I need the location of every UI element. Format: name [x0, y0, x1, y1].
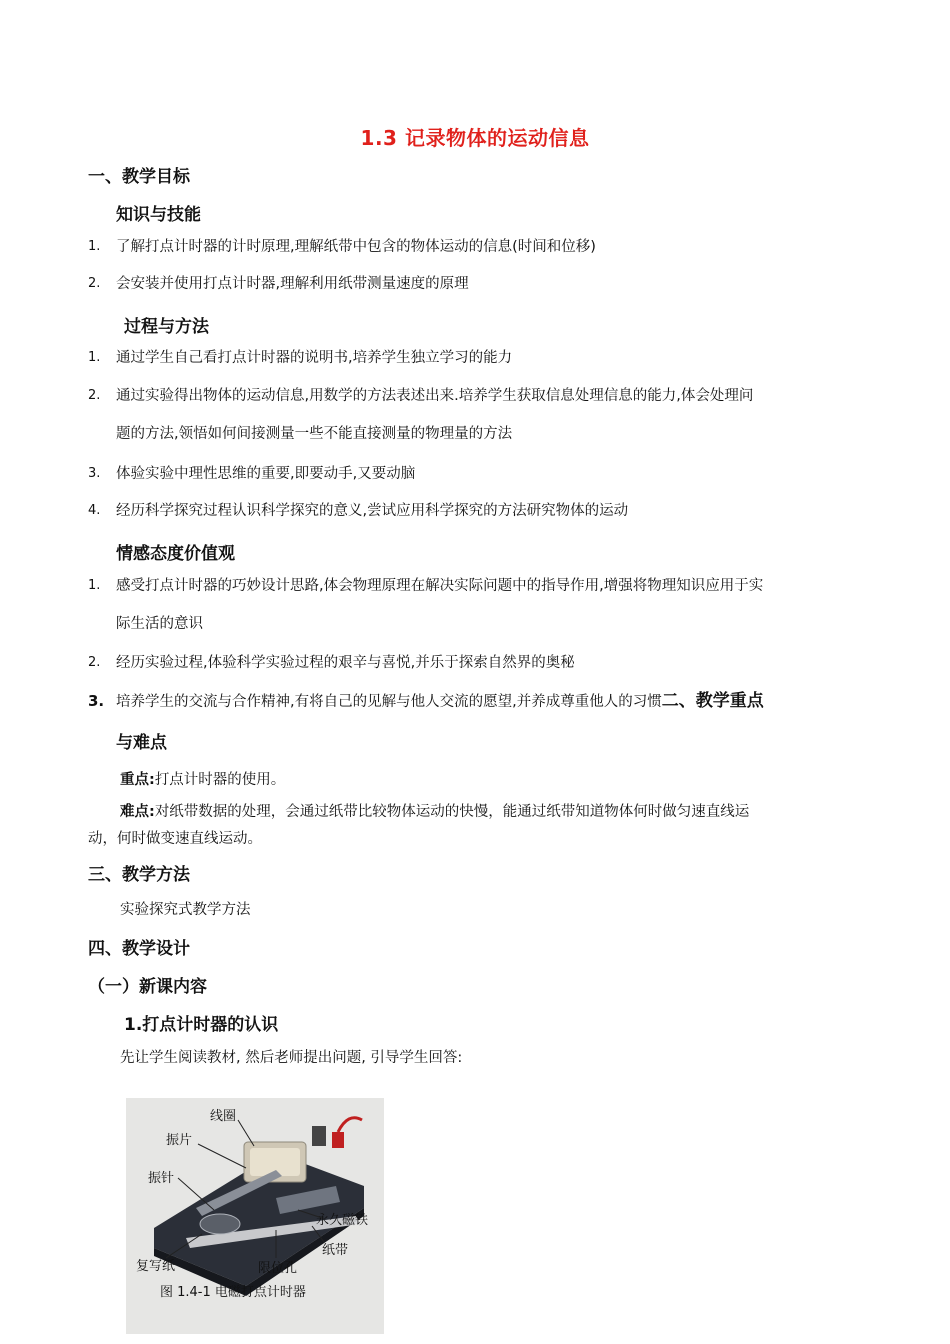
- key-point: [120, 766, 285, 794]
- timer-figure: [126, 1098, 384, 1334]
- label-needle: 振针: [148, 1171, 175, 1186]
- list-text: 会安装并使用打点计时器,理解利用纸带测量速度的原理: [116, 276, 469, 292]
- list-text-continued: 际生活的意识: [116, 616, 203, 632]
- label-carbon: 复写纸: [136, 1259, 176, 1274]
- key-point-text: 打点计时器的使用。: [154, 772, 286, 788]
- section-heading-keypoints-continued: 与难点: [116, 733, 167, 753]
- list-number: 3.: [88, 692, 105, 710]
- list-number: 1.: [88, 350, 101, 365]
- list-text: 经历科学探究过程认识科学探究的意义,尝试应用科学探究的方法研究物体的运动: [116, 503, 629, 519]
- terminal: [332, 1132, 344, 1148]
- list-number: 4.: [88, 503, 101, 518]
- difficult-point-text: 对纸带数据的处理，会通过纸带比较物体运动的快慢，能通过纸带知道物体何时做匀速直线运: [154, 804, 750, 820]
- list-number: 2.: [88, 388, 101, 403]
- list-text: 感受打点计时器的巧妙设计思路,体会物理原理在解决实际问题中的指导作用,增强将物理知识应用于实: [116, 578, 764, 594]
- list-text: [116, 682, 866, 721]
- section-heading-objectives: 一、教学目标: [88, 167, 190, 187]
- key-point-label: 重点:: [120, 772, 155, 788]
- methods-text: 实验探究式教学方法: [120, 902, 251, 918]
- difficult-point-continued: 动，何时做变速直线运动。: [88, 831, 262, 847]
- design-text: 先让学生阅读教材, 然后老师提出问题, 引导学生回答:: [120, 1050, 463, 1066]
- subheading-knowledge: 知识与技能: [116, 205, 201, 225]
- list-item: [88, 567, 866, 643]
- list-number: 3.: [88, 466, 101, 481]
- list-number: 1.: [88, 578, 101, 593]
- difficult-point: [120, 798, 865, 826]
- carbon-disc: [200, 1214, 240, 1234]
- list-text: 通过学生自己看打点计时器的说明书,培养学生独立学习的能力: [116, 350, 513, 366]
- subheading-timer-intro: 1.打点计时器的认识: [124, 1015, 279, 1035]
- section-heading-design: 四、教学设计: [88, 939, 190, 959]
- list-item: [88, 377, 866, 453]
- label-vibrator: 振片: [166, 1133, 193, 1148]
- subheading-process: 过程与方法: [124, 317, 209, 337]
- subheading-new-content: （一）新课内容: [88, 977, 207, 997]
- figure-caption: 图 1.4-1 电磁打点计时器: [160, 1285, 306, 1300]
- document-title: 1.3 记录物体的运动信息: [360, 126, 590, 150]
- list-text: 体验实验中理性思维的重要,即要动手,又要动脑: [116, 466, 416, 482]
- label-tape: 纸带: [322, 1243, 349, 1258]
- list-text: 了解打点计时器的计时原理,理解纸带中包含的物体运动的信息(时间和位移): [116, 239, 596, 255]
- electromagnetic-timer-illustration: [126, 1098, 384, 1334]
- difficult-point-label: 难点:: [120, 804, 155, 820]
- label-magnet: 永久磁铁: [316, 1213, 369, 1228]
- list-text-continued: 题的方法,领悟如何间接测量一些不能直接测量的物理量的方法: [116, 426, 513, 442]
- list-number: 2.: [88, 655, 101, 670]
- list-text-main: 培养学生的交流与合作精神,有将自己的见解与他人交流的愿望,并养成尊重他人的习惯: [116, 694, 662, 710]
- subheading-emotion: 情感态度价值观: [116, 544, 235, 564]
- list-text: 通过实验得出物体的运动信息,用数学的方法表述出来.培养学生获取信息处理信息的能力,体会处理问: [116, 388, 754, 404]
- label-coil: 线圈: [210, 1109, 237, 1124]
- list-number: 1.: [88, 239, 101, 254]
- section-heading-methods: 三、教学方法: [88, 865, 190, 885]
- label-limit-hole: 限位孔: [258, 1261, 298, 1276]
- list-text: 经历实验过程,体验科学实验过程的艰辛与喜悦,并乐于探索自然界的奥秘: [116, 655, 575, 671]
- list-item: [88, 682, 866, 762]
- list-number: 2.: [88, 276, 101, 291]
- section-heading-keypoints: 二、教学重点: [661, 691, 764, 711]
- terminal: [312, 1126, 326, 1146]
